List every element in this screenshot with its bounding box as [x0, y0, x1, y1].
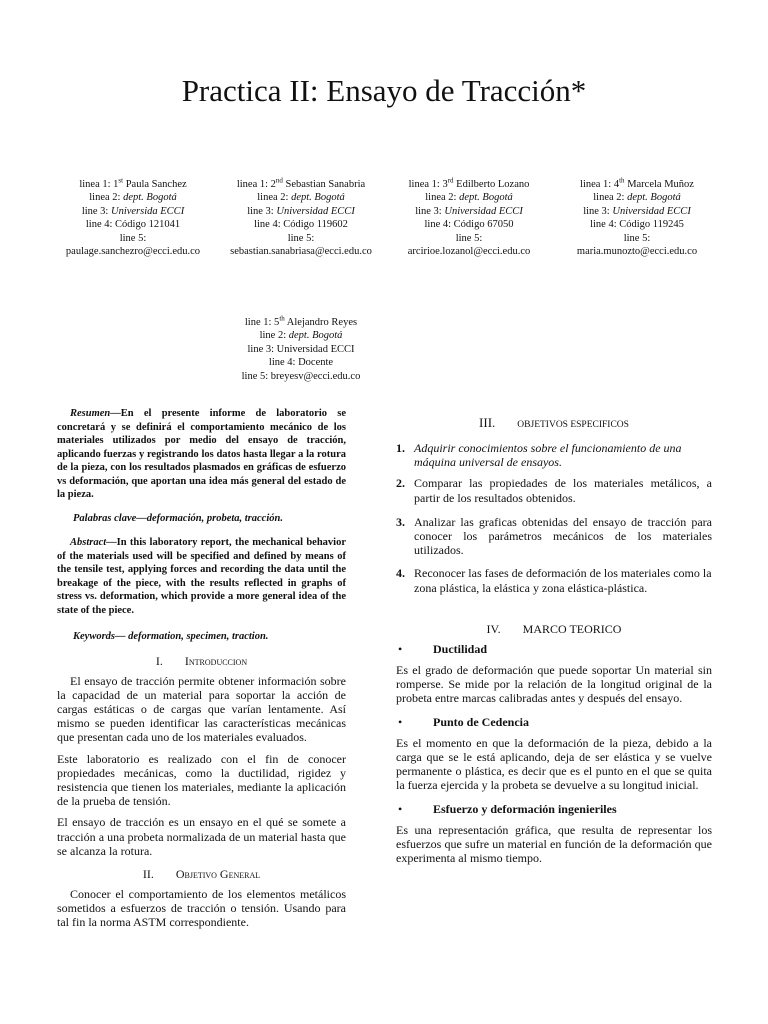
objective-item-4: 4. Reconocer las fases de deformación de los materiales como la zona plástica, la elástica y zona elástica-plástica. — [396, 566, 712, 595]
author-block-3: linea 1: 3rd Edilberto Lozano linea 2: dept. Bogotá line 3: Universidad ECCI line 4: Código 67050 line 5: arcirioe.lozanol@ecci.edu.co — [384, 178, 554, 258]
resumen: Resumen—En el presente informe de laboratorio se concretará y se definirá el comportamiento mecánico de los materiales utilizados por medio del ensayo de tracción, aplicando fuerzas y registrando los datos hasta llegar a la rotura de la pieza, con los resultados plasmados en gráficas de esfuerzo vs deformación, que aportan una idea más general del estado de la pieza. — [57, 408, 346, 500]
author-email[interactable]: line 5: breyesv@ecci.edu.co — [241, 370, 361, 382]
author-block-2: linea 1: 2nd Sebastian Sanabria linea 2: dept. Bogotá line 3: Universidad ECCI line 4: Código 119602 line 5: sebastian.sanabriasa@ecci.edu.co — [216, 178, 386, 258]
section-heading-objetivo-general: II. Objetivo General — [142, 866, 261, 881]
section-heading-marco-teorico: IV. MARCO TEORICO — [486, 621, 622, 636]
author-email[interactable]: maria.munozto@ecci.edu.co — [576, 246, 698, 258]
right-column — [396, 416, 712, 865]
intro-paragraph-3: El ensayo de tracción es un ensayo en el qué se somete a tracción a una probeta normalizada de un material hasta que se alcanza la rotura. — [57, 815, 346, 858]
keywords: Keywords— deformation, specimen, traction. — [73, 631, 269, 642]
abstract: Abstract—In this laboratory report, the mechanical behavior of the materials used will be specified and defined by means of the tensile test, applying forces and recording the data until the breakage of the piece, with the results reflected in graphs of stress vs. deformation, which provide a more general idea of the state of the piece. — [57, 537, 346, 616]
left-column — [57, 407, 346, 930]
marco-text-esfuerzo-deformacion: Es una representación gráfica, que resulta de representar los esfuerzos que sufre un material en función de la deformación que experimenta al mismo tiempo. — [396, 822, 712, 866]
section-heading-introduccion: I. Introduccion — [155, 653, 248, 668]
author-block-1: linea 1: 1st Paula Sanchez linea 2: dept. Bogotá line 3: Universida ECCI line 4: Código 121041 line 5: paulage.sanchezro@ecci.edu.co — [48, 178, 218, 258]
author-email[interactable]: sebastian.sanabriasa@ecci.edu.co — [230, 246, 372, 258]
objetivo-general-paragraph: Conocer el comportamiento de los elementos metálicos sometidos a esfuerzos de tracción o tensión. Usando para tal fin la norma ASTM correspondiente. — [57, 886, 346, 930]
paper-title: Practica II: Ensayo de Tracción* — [181, 73, 587, 108]
objective-item-3: 3. Analizar las graficas obtenidas del ensayo de tracción para conocer los parámetros mecánicos de los materiales utilizados. — [396, 514, 712, 558]
section-heading-objetivos-especificos: III. OBJETIVOS ESPECIFICOS — [479, 415, 629, 430]
objective-item-2: 2. Comparar las propiedades de los materiales metálicos, a partir de los resultados obtenidos. — [396, 476, 712, 505]
palabras-clave: Palabras clave—deformación, probeta, tracción. — [73, 512, 283, 524]
intro-paragraph-2: Este laboratorio es realizado con el fin de conocer propiedades mecánicas, como la ductilidad, rigidez y resistencia que tienen los materiales, mediante la aplicación de la prueba de tensión. — [57, 751, 346, 809]
author-block-4: linea 1: 4th Marcela Muñoz linea 2: dept. Bogotá line 3: Universidad ECCI line 4: Código 119245 line 5: maria.munozto@ecci.edu.co — [552, 178, 722, 258]
objective-item-1: 1. Adquirir conocimientos sobre el funcionamiento de una máquina universal de ensayos. — [396, 441, 682, 470]
marco-heading-punto-cedencia: • Punto de Cedencia — [398, 714, 529, 729]
intro-paragraph-1: El ensayo de tracción permite obtener información sobre la capacidad de un material para soportar la acción de cargas estáticas o de cargas que varían lentamente. Así mismo se pueden identificar las características mecánicas que presentan cada uno de los materiales evaluados. — [57, 673, 346, 745]
marco-text-ductilidad: Es el grado de deformación que puede soportar Un material sin romperse. Se mide por la relación de la longitud original de la probeta entre marcas calibradas antes y después del ensayo. — [396, 663, 712, 706]
author-email[interactable]: paulage.sanchezro@ecci.edu.co — [65, 246, 201, 258]
author-email[interactable]: arcirioe.lozanol@ecci.edu.co — [407, 246, 531, 258]
author-block-5: line 1: 5th Alejandro Reyes line 2: dept. Bogotá line 3: Universidad ECCI line 4: Docente line 5: breyesv@ecci.edu.co — [216, 316, 386, 383]
marco-text-punto-cedencia: Es el momento en que la deformación de la pieza, debido a la carga que se le está aplicando, deja de ser elástica y se vuelve permanente o plástica, es decir que es el punto en el que se quita la fuerza ejercida y la probeta se devuelve a su longitud inicial. — [396, 735, 712, 793]
marco-heading-ductilidad: • Ductilidad — [398, 641, 488, 656]
marco-heading-esfuerzo-deformacion: • Esfuerzo y deformación ingenieriles — [398, 801, 617, 816]
